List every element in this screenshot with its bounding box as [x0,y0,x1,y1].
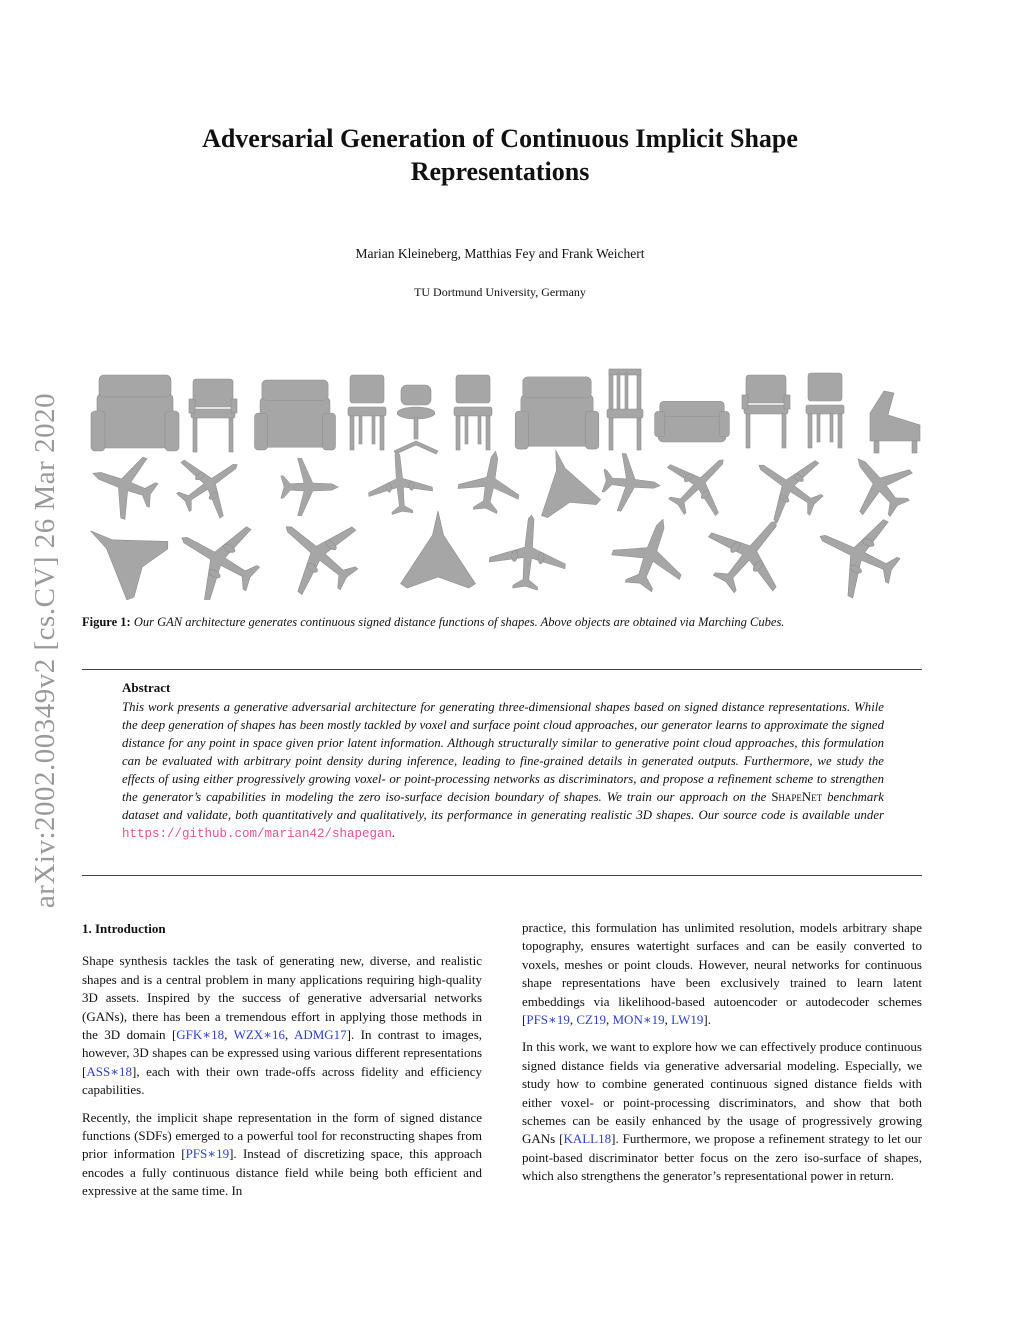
citation-link[interactable]: ASS∗18 [86,1063,133,1079]
figure-caption [82,615,932,630]
figure-caption-text: Our GAN architecture generates continuous signed distance functions of shapes. Above objects are obtained via Marching Cubes. [133,615,785,629]
paper-title: Adversarial Generation of Continuous Implicit Shape Representations [202,124,798,186]
citation-link[interactable]: CZ19 [576,1012,606,1028]
abstract-bottom-rule [82,875,922,876]
abstract-text: This work presents a generative adversarial architecture for generating three-dimensional shapes based on signed distance representations. While the deep generation of shapes has been mostly tackled by voxel and surface point cloud approaches, our generator learns to approximate the signed distance for any point in space given prior latent information. Although structurally similar to generative point cloud approaches, this formulation can be evaluated with arbitrary point density during inference, leading to fine-grained details in generated outputs. Furthermore, we study the effects of using either progressively growing voxel- or point-processing networks as discriminators, and propose a refinement scheme to strengthen the generator’s capabilities in modeling the zero iso-surface decision boundary of shapes. We train our approach on the ShapeNet benchmark dataset and validate, both quantitatively and qualitatively, its performance in generating realistic 3D shapes. Our source code is available under https://github.com/marian42/shapegan. [122,700,884,841]
left-column [82,920,482,1210]
intro-paragraph-2: Recently, the implicit shape representation in the form of signed distance functions (SDFs) emerged to a powerful tool for reconstructing shapes from prior information [PFS∗19]. Instead of discretizing space, this approach encodes a fully continuous distance field while being both efficient and expressive at the same time. In [82,1109,482,1199]
citation-link[interactable]: ADMG17 [293,1027,347,1043]
intro-paragraph-4: In this work, we want to explore how we can effectively produce continuous signed distance fields via generative adversarial modeling. Especially, we study how to combine generated continuous signed distance fields with either voxel- or point-processing discriminators, and show that both schemes can be easily enhanced by the usage of progressively growing GANs [KALL18]. Furthermore, we propose a refinement strategy to let our point-based discriminator better focus on the zero iso-surface of shapes, which also strengthens the generator’s representational power in return. [522,1039,922,1184]
intro-paragraph-1: Shape synthesis tackles the task of generating new, diverse, and realistic shapes and is a central problem in many applications requiring high-quality 3D assets. Inspired by the success of generative adversarial networks (GANs), there has been a tremendous effort in applying those methods in the 3D domain [GFK∗18, WZX∗16, ADMG17]. In contrast to images, however, 3D shapes can be expressed using various different representations [ASS∗18], each with their own trade-offs across fidelity and efficiency capabilities. [82,953,483,1098]
source-code-link[interactable]: https://github.com/marian42/shapegan [122,827,393,841]
section-heading: 1. Introduction [82,921,166,936]
citation-link[interactable]: PFS∗19 [185,1146,230,1162]
arxiv-stamp [8,355,84,945]
figure-shapes [90,355,930,600]
citation-link[interactable]: GFK∗18 [176,1027,225,1043]
authors: Marian Kleineberg, Matthias Fey and Frank Weichert [355,246,645,261]
abstract-heading: Abstract [122,680,171,695]
abstract [122,680,884,843]
citation-link[interactable]: MON∗19 [612,1012,665,1028]
citation-link[interactable]: PFS∗19 [526,1012,570,1028]
citation-link[interactable]: KALL18 [563,1131,612,1147]
abstract-top-rule [82,669,922,670]
intro-paragraph-3: practice, this formulation has unlimited resolution, models arbitrary shape topography, ensures watertight surfaces and can be easily converted to voxels, meshes or point clouds. However, neural networks for continuous shape representations have been exclusively trained to learn latent embeddings via likelihood-based autoencoder or autodecoder schemes [PFS∗19, CZ19, MON∗19, LW19]. [522,920,922,1028]
affiliation: TU Dortmund University, Germany [414,285,586,299]
figure-label: Figure 1: [82,615,131,629]
citation-link[interactable]: WZX∗16 [233,1027,285,1043]
dataset-name: ShapeNet [771,790,823,804]
citation-link[interactable]: LW19 [671,1012,704,1028]
arxiv-id: arXiv:2002.00349v2 [cs.CV] 26 Mar 2020 [29,392,62,908]
right-column [522,919,922,1195]
